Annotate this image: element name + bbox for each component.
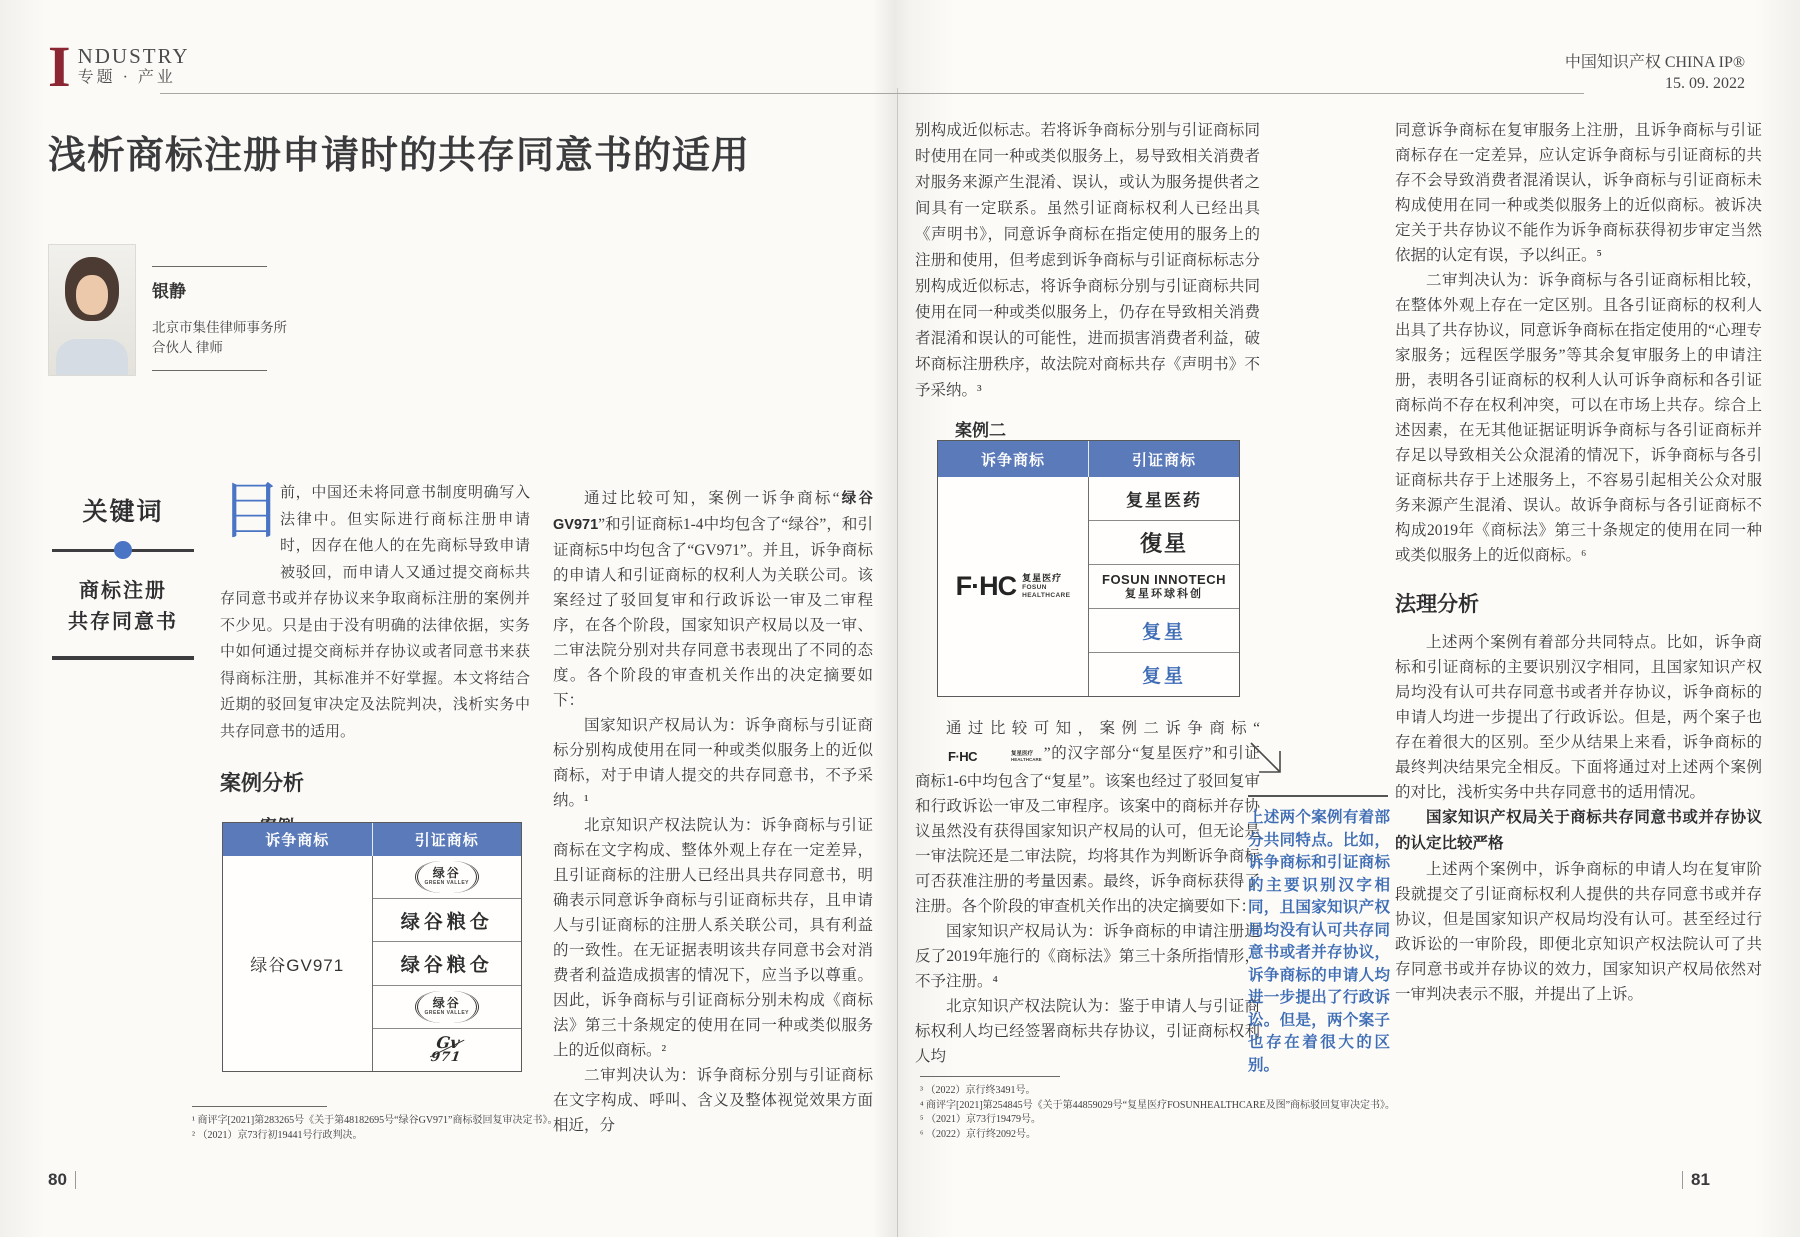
issue-name: 中国知识产权 CHINA IP®: [1564, 54, 1745, 71]
cited-mark-text: 绿谷粮仓: [400, 954, 493, 976]
greenvalley-wreath-logo: 绿谷 GREEN VALLEY: [415, 991, 479, 1023]
comparison-paragraph: 通过比较可知，案例一诉争商标“绿谷GV971”和引证商标1-4中均包含了“绿谷”，和引证商标5中均包含了“GV971”。并且，诉争商标的申请人和引证商标的权利人为关联公司。该案经过了驳回复审和行政诉讼一审及二审程序，在各个阶段，国家知识产权局以及一审、二审法院分别对共存同意书表现出了不同的态度。各个阶段的审查机关作出的决定摘要如下：: [553, 490, 873, 709]
cited-mark-row: [373, 986, 522, 1029]
footnote: ⁶ （2022）京行终2092号。: [920, 1128, 1036, 1140]
table-header-row: [938, 441, 1239, 477]
cited-mark-row: [1089, 609, 1239, 653]
cited-mark-row: [373, 899, 522, 942]
cited-mark-text: 绿谷粮仓: [400, 910, 493, 933]
footnote-rule: [920, 1076, 1060, 1077]
disputed-mark-text: 绿谷GV971: [250, 956, 345, 975]
footnote: ³ （2022）京行终3491号。: [920, 1085, 1036, 1096]
photo-face: [76, 275, 108, 315]
header-rule: [160, 93, 1584, 94]
section-heading-legal-analysis: 法理分析: [1395, 593, 1479, 616]
left-column-1: [220, 477, 530, 837]
cited-mark-row: [373, 942, 522, 985]
footnote: ¹ 商评字[2021]第283265号《关于第48182695号“绿谷GV971”商标驳回复审决定书》。: [192, 1115, 558, 1126]
cited-mark-text: 复星医药: [1126, 491, 1202, 510]
keyword-item: 商标注册: [79, 580, 167, 602]
keywords-box: [52, 492, 194, 660]
cited-mark-row: [373, 1029, 522, 1071]
disputed-mark-cell: [223, 856, 373, 1071]
greenvalley-wreath-logo: 绿谷 GREEN VALLEY: [415, 861, 479, 893]
analysis-paragraph: 上述两个案例有着部分共同特点。比如，诉争商标和引证商标的主要识别汉字相同，且国家知识产权局均没有认可共存同意书或者并存协议，诉争商标的申请人均进一步提出了行政诉讼。但是，两个案子也存在着很大的区别。至少从结果上来看，诉争商标的最终判决结果完全相反。下面将通过对上述两个案例的对比，浅析实务中共存同意书的适用情况。: [1395, 634, 1762, 801]
cited-mark-row: [1089, 565, 1239, 609]
author-rule-bottom: [152, 370, 267, 371]
pull-quote-text: 上述两个案例有着部分共同特点。比如，诉争商标和引证商标的主要识别汉字相同，且国家知识产权局均没有认可共存同意书或者并存协议，诉争商标的申请人均进一步提出了行政诉讼。但是，两个案子也存在着很大的区别。: [1248, 809, 1390, 1074]
brand-subtitle: 专题 · 产业: [77, 69, 176, 86]
left-column-2: [553, 486, 873, 1138]
fosun-healthcare-inline-logo: F·HC 复星医疗 HEALTHCARE: [948, 749, 1042, 764]
right-column-b: [1395, 118, 1762, 1007]
cited-mark-row: [1089, 521, 1239, 565]
section-heading-case-analysis: 案例分析: [220, 772, 304, 795]
cited-mark-text: 复星: [1141, 666, 1186, 687]
article-title: 浅析商标注册申请时的共存同意书的适用: [48, 135, 751, 177]
cited-mark-text: 復星: [1139, 531, 1188, 556]
author-block: [152, 266, 312, 371]
footnote: ⁵ （2021）京73行19479号。: [920, 1114, 1041, 1125]
right-footnotes: [920, 1076, 1500, 1142]
comparison-paragraph: 通过比较可知，案例二诉争商标“ F·HC 复星医疗 HEALTHCARE ”的汉字部分“复星医疗”和引证商标1-6中均包含了“复星”。该案也经过了驳回复审和行政诉讼一审及二审程序。该案中的商标并存协议虽然没有获得国家知识产权局的认可，但无论是一审法院还是二审法院，均将其作为判断诉争商标可否获准注册的考量因素。最终，诉争商标获得了注册。各个阶段的审查机关作出的决定摘要如下：: [915, 720, 1260, 915]
page-number-bar: [1682, 1171, 1683, 1189]
keywords-end-bar: [52, 656, 194, 660]
divider-dot: [114, 541, 132, 559]
brand-name: NDUSTRY: [77, 44, 190, 68]
cited-mark-text: 复星: [1141, 622, 1186, 643]
continued-paragraph: 别构成近似标志。若将诉争商标分别与引证商标同时使用在同一种或类似服务上，易导致相关消费者对服务来源产生混淆、误认，或认为服务提供者之间具有一定联系。虽然引证商标权利人已经出具《声明书》，同意诉争商标在指定使用的服务上的注册和使用，但考虑到诉争商标与引证商标标志分别构成近似标志，将诉争商标分别与引证商标共同使用在同一种或类似服务上，仍存在导致相关消费者混淆和误认的可能性，进而损害消费者利益，破坏商标注册秩序，故法院对商标共存《声明书》不予采纳。³: [915, 122, 1260, 399]
court-first-instance-paragraph: 北京知识产权法院认为：诉争商标与引证商标在文字构成、整体外观上存在一定差异，且引证商标的注册人已经出具共存同意书，明确表示同意诉争商标与引证商标共存，且申请人与引证商标的注册人系关联公司，具有利益的一致性。在无证据表明该共存同意书会对消费者利益造成损害的情况下，应当予以尊重。因此，诉争商标与引证商标分别未构成《商标法》第三十条规定的使用在同一种或类似服务上的近似商标。²: [553, 817, 873, 1059]
author-organization: 北京市集佳律师事务所: [152, 320, 287, 335]
gv971-monogram-logo: Gv 971: [430, 1035, 464, 1064]
keywords-divider: [52, 540, 194, 560]
analysis-subheading: 国家知识产权局关于商标共存同意书或并存协议的认定比较严格: [1395, 809, 1762, 852]
column-header-disputed-mark: 诉争商标: [980, 451, 1045, 469]
case1-trademark-table: [222, 822, 522, 1072]
column-header-disputed-mark: 诉争商标: [265, 832, 330, 849]
left-footnotes: [192, 1106, 622, 1143]
cnipa-opinion-paragraph: 国家知识产权局认为：诉争商标与引证商标分别构成使用在同一种或类似服务上的近似商标，对于申请人提交的共存同意书，不予采纳。¹: [553, 717, 873, 809]
disputed-mark-inline: 绿谷GV971: [553, 491, 873, 533]
page-number-right: 81: [1682, 1170, 1710, 1190]
page-gutter: [897, 88, 898, 1237]
cnipa-opinion-paragraph: 国家知识产权局认为：诉争商标的申请注册违反了2019年施行的《商标法》第三十条所指情形，不予注册。⁴: [915, 923, 1260, 990]
author-photo: [48, 244, 136, 376]
author-role: 合伙人 律师: [152, 340, 223, 355]
pull-quote-block: [1248, 740, 1390, 1077]
photo-shoulders: [56, 339, 128, 376]
page-number-left: 80: [48, 1170, 76, 1190]
cited-mark-row: [373, 856, 522, 899]
issue-info: [1400, 52, 1745, 94]
dropcap-character: 目: [220, 477, 283, 546]
column-header-cited-mark: 引证商标: [372, 823, 522, 856]
fosun-innotech-logo: FOSUN INNOTECH 复星环球科创: [1102, 571, 1226, 600]
case2-trademark-table: [937, 440, 1240, 697]
brand-initial: I: [48, 34, 71, 99]
keywords-label: 关键词: [82, 498, 164, 526]
footnote: ² （2021）京73行初19441号行政判决。: [192, 1129, 363, 1141]
column-header-cited-mark: 引证商标: [1088, 441, 1239, 477]
magazine-section-logo: [48, 34, 190, 99]
appeal-judgment-paragraph: 二审判决认为：诉争商标与各引证商标相比较，在整体外观上存在一定区别。且各引证商标的权利人出具了共存协议，同意诉争商标在指定使用的“心理专家服务；远程医学服务”等其余复审服务上的申请注册，表明各引证商标的权利人认可诉争商标和各引证商标尚不存在权利冲突，可以在市场上共存。综合上述因素，在无其他证据证明诉争商标与各引证商标并存足以导致相关公众混淆的情况下，诉争商标与各引证商标共存于上述服务上，不容易引起相关公众对服务来源产生混淆、误认。故诉争商标与各引证商标不构成2019年《商标法》第三十条规定的使用在同一种或类似服务上的近似商标。⁶: [1395, 272, 1762, 564]
pull-quote-rule: [1248, 795, 1388, 797]
case2-label: 案例二: [955, 421, 1006, 440]
court-second-instance-paragraph: 二审判决认为：诉争商标分别与引证商标在文字构成、呼叫、含义及整体视觉效果方面相近，分: [553, 1067, 873, 1134]
cited-mark-row: [1089, 477, 1239, 521]
right-column-a: [915, 118, 1260, 441]
analysis-paragraph: 上述两个案例中，诉争商标的申请人均在复审阶段就提交了引证商标权利人提供的共存同意书或并存协议，但是国家知识产权局均没有认可。甚至经过行政诉讼的一审阶段，即便北京知识产权法院认可了共存同意书或并存协议的效力，国家知识产权局依然对一审判决表示不服，并提出了上诉。: [1395, 861, 1762, 1003]
continued-paragraph: 同意诉争商标在复审服务上注册，且诉争商标与引证商标存在一定差异，应认定诉争商标与引证商标的共存不会导致消费者混淆误认，诉争商标与引证商标未构成使用在同一种或类似服务上的近似商标。被诉决定关于共存协议不能作为诉争商标获得初步审定当然依据的认定有误，予以纠正。⁵: [1395, 122, 1762, 264]
diagonal-arrow-icon: [1248, 740, 1288, 782]
table-header-row: [223, 823, 521, 856]
footnote: ⁴ 商评字[2021]第254845号《关于第44859029号“复星医疗FOSUNHEALTHCARE及图”商标驳回复审决定书》。: [920, 1099, 1396, 1111]
page-number-bar: [75, 1171, 76, 1189]
issue-date: 15. 09. 2022: [1665, 75, 1745, 92]
court-first-instance-paragraph: 北京知识产权法院认为：鉴于申请人与引证商标权利人均已经签署商标共存协议，引证商标权利人均: [915, 998, 1260, 1065]
keyword-item: 共存同意书: [68, 611, 178, 633]
author-rule-top: [152, 266, 267, 267]
fosun-healthcare-logo: F·HC 复星医疗 FOSUN HEALTHCARE: [955, 571, 1071, 601]
disputed-mark-cell: [938, 477, 1089, 696]
right-column-a-continued: [915, 716, 1260, 1069]
author-name: 银静: [152, 282, 186, 301]
footnote-rule: [192, 1106, 327, 1107]
cited-mark-row: [1089, 653, 1239, 696]
intro-paragraph: 前，中国还未将同意书制度明确写入法律中。但实际进行商标注册申请时，因存在他人的在先商标导致申请被驳回，而申请人又通过提交商标共存同意书或并存协议来争取商标注册的案例并不少见。只是由于没有明确的法律依据，实务中如何通过提交商标并存协议或者同意书来获得商标注册，其标准并不好掌握。本文将结合近期的驳回复审决定及法院判决，浅析实务中共存同意书的适用。: [220, 485, 530, 740]
